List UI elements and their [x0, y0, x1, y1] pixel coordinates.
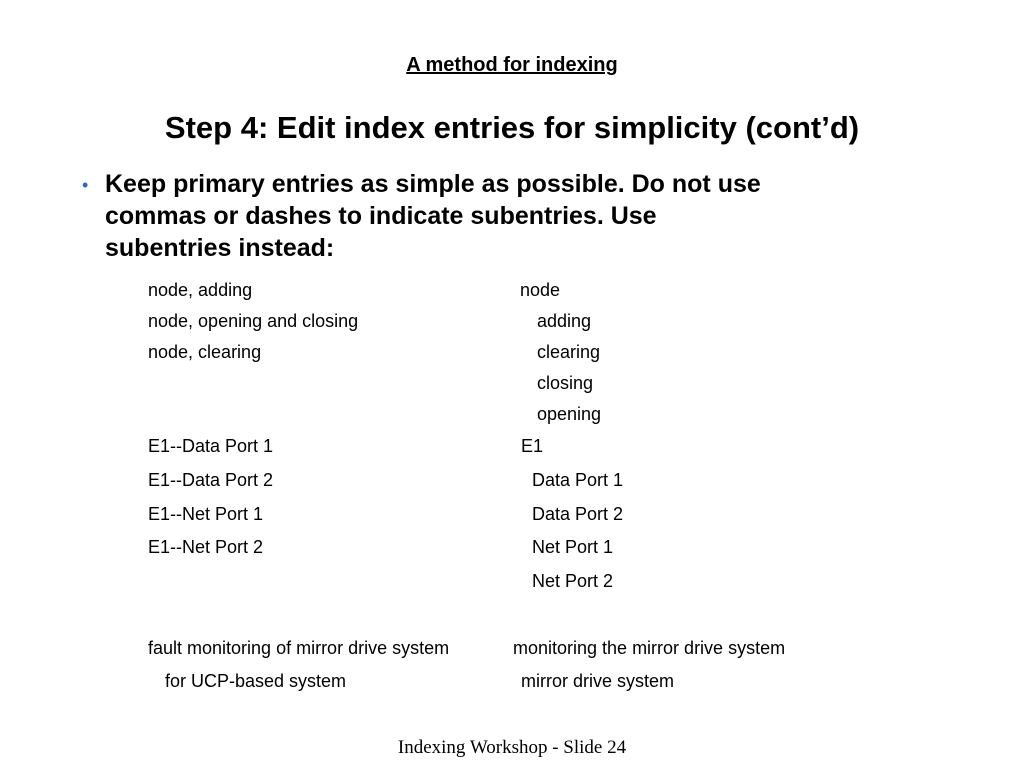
bullet-dot-icon: •: [82, 175, 89, 195]
example-e1-before-1: E1--Data Port 1: [148, 436, 274, 456]
example-node-after-sub-3: closing: [537, 373, 594, 393]
example-e1-after-sub-2: Data Port 2: [532, 504, 624, 524]
example-e1-before-3: E1--Net Port 1: [148, 504, 264, 524]
example-node-after-sub-2: clearing: [537, 342, 601, 362]
example-node-after-sub-4: opening: [537, 404, 602, 424]
example-fault-after-2: mirror drive system: [521, 671, 675, 691]
bullet-text-line-2: commas or dashes to indicate subentries. Use: [105, 202, 657, 230]
bullet-text-line-1: Keep primary entries as simple as possible. Do not use: [105, 170, 761, 198]
example-e1-after-sub-4: Net Port 2: [532, 571, 614, 591]
example-fault-after-1: monitoring the mirror drive system: [513, 638, 786, 658]
example-e1-after-sub-3: Net Port 1: [532, 537, 614, 557]
example-e1-after-sub-1: Data Port 1: [532, 470, 624, 490]
example-node-before-1: node, adding: [148, 280, 253, 300]
example-fault-before-2: for UCP-based system: [165, 671, 347, 691]
example-node-after-sub-1: adding: [537, 311, 592, 331]
example-fault-before-1: fault monitoring of mirror drive system: [148, 638, 450, 658]
bullet-text-line-3: subentries instead:: [105, 234, 335, 262]
example-node-before-2: node, opening and closing: [148, 311, 359, 331]
bullet-text: [105, 168, 865, 264]
example-node-after-heading: node: [520, 280, 561, 300]
example-e1-before-2: E1--Data Port 2: [148, 470, 274, 490]
slide-subtitle: A method for indexing: [406, 54, 618, 76]
example-e1-after-heading: E1: [521, 436, 544, 456]
slide-footer: Indexing Workshop - Slide 24: [397, 737, 627, 758]
example-node-before-3: node, clearing: [148, 342, 262, 362]
slide-title: Step 4: Edit index entries for simplicity (cont’d): [164, 110, 860, 145]
example-e1-before-4: E1--Net Port 2: [148, 537, 264, 557]
